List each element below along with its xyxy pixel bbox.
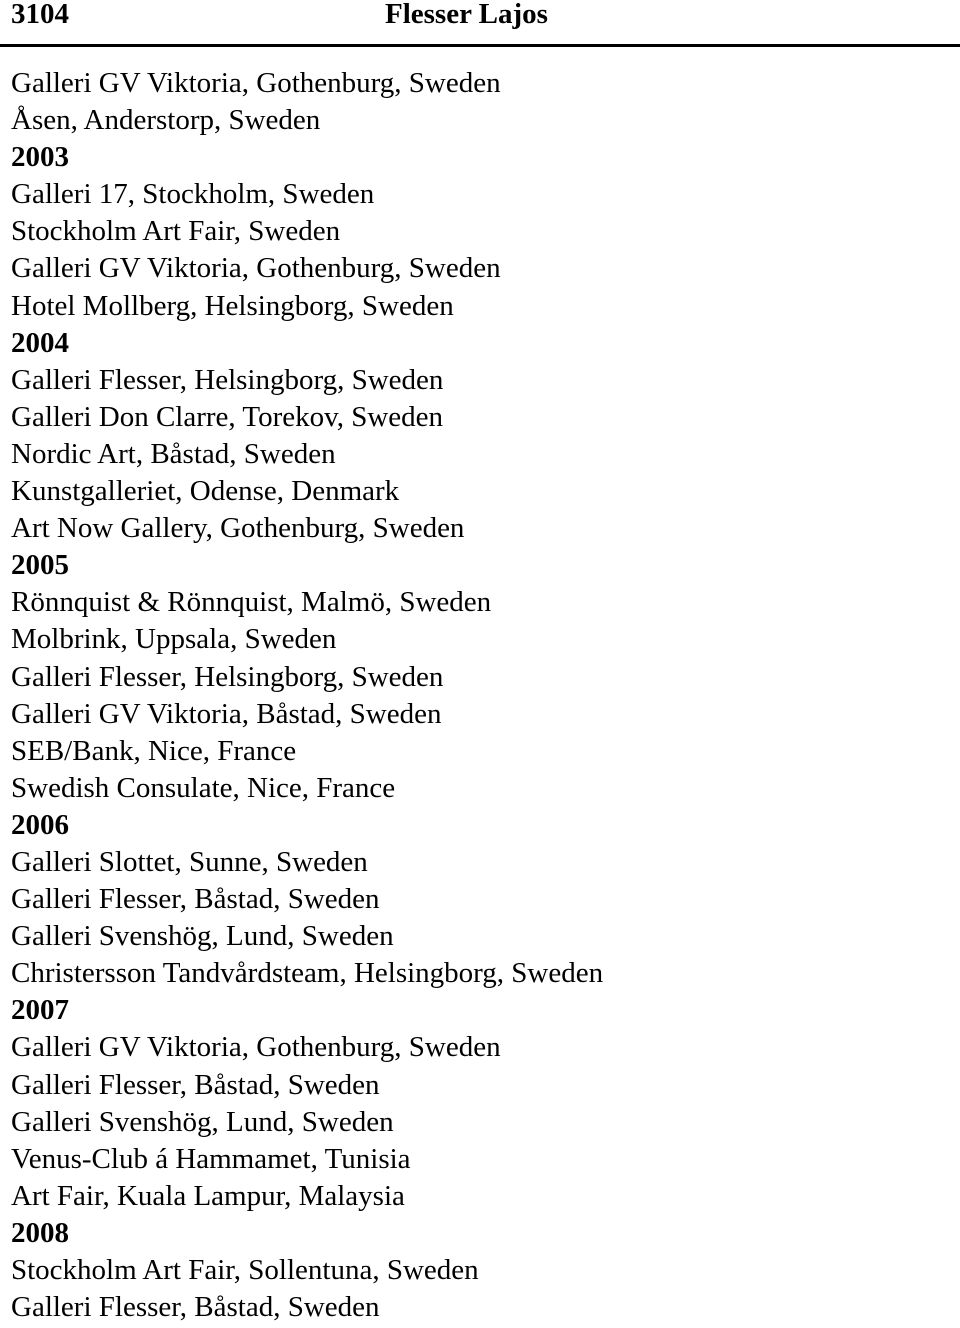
exhibition-entry: Galleri GV Viktoria, Gothenburg, Sweden	[11, 67, 501, 99]
exhibition-entry: Rönnquist & Rönnquist, Malmö, Sweden	[11, 586, 492, 619]
year-heading: 2008	[11, 1216, 69, 1249]
exhibition-list	[11, 65, 603, 1326]
exhibition-entry: Swedish Consulate, Nice, France	[11, 771, 396, 804]
running-title: Flesser Lajos	[385, 0, 548, 30]
year-heading: 2007	[11, 994, 69, 1027]
header-rule	[0, 44, 960, 47]
exhibition-entry: Molbrink, Uppsala, Sweden	[11, 623, 337, 656]
exhibition-entry: Art Now Gallery, Gothenburg, Sweden	[11, 512, 465, 545]
exhibition-entry: Kunstgalleriet, Odense, Denmark	[11, 475, 400, 508]
exhibition-entry: Nordic Art, Båstad, Sweden	[11, 437, 336, 470]
exhibition-entry: Galleri 17, Stockholm, Sweden	[11, 178, 375, 211]
exhibition-entry: Art Fair, Kuala Lampur, Malaysia	[11, 1179, 405, 1212]
year-heading: 2005	[11, 549, 69, 582]
page-header	[0, 0, 960, 48]
year-heading: 2004	[11, 326, 69, 359]
exhibition-entry: SEB/Bank, Nice, France	[11, 734, 297, 767]
exhibition-entry: Galleri Flesser, Båstad, Sweden	[11, 1068, 380, 1101]
exhibition-entry: Stockholm Art Fair, Sollentuna, Sweden	[11, 1254, 479, 1286]
exhibition-entry: Galleri Svenshög, Lund, Sweden	[11, 920, 394, 953]
exhibition-entry: Galleri GV Viktoria, Gothenburg, Sweden	[11, 252, 501, 285]
exhibition-entry: Åsen, Anderstorp, Sweden	[11, 104, 321, 137]
exhibition-entry: Galleri GV Viktoria, Gothenburg, Sweden	[11, 1031, 501, 1064]
exhibition-entry: Venus-Club á Hammamet, Tunisia	[11, 1142, 411, 1175]
exhibition-entry: Galleri Flesser, Helsingborg, Sweden	[11, 660, 444, 693]
exhibition-entry: Galleri Flesser, Helsingborg, Sweden	[11, 363, 444, 396]
exhibition-entry: Galleri Slottet, Sunne, Sweden	[11, 845, 368, 878]
page-number: 3104	[11, 0, 69, 30]
year-heading: 2003	[11, 141, 69, 174]
exhibition-entry: Hotel Mollberg, Helsingborg, Sweden	[11, 289, 454, 322]
year-heading: 2006	[11, 808, 69, 841]
exhibition-entry: Christersson Tandvårdsteam, Helsingborg, Sweden	[11, 957, 604, 990]
exhibition-entry: Galleri Flesser, Båstad, Sweden	[11, 1291, 380, 1324]
exhibition-entry: Galleri Don Clarre, Torekov, Sweden	[11, 400, 444, 433]
exhibition-entry: Galleri Flesser, Båstad, Sweden	[11, 883, 380, 916]
exhibition-entry: Stockholm Art Fair, Sweden	[11, 215, 341, 248]
exhibition-entry: Galleri GV Viktoria, Båstad, Sweden	[11, 697, 442, 730]
exhibition-entry: Galleri Svenshög, Lund, Sweden	[11, 1105, 394, 1138]
